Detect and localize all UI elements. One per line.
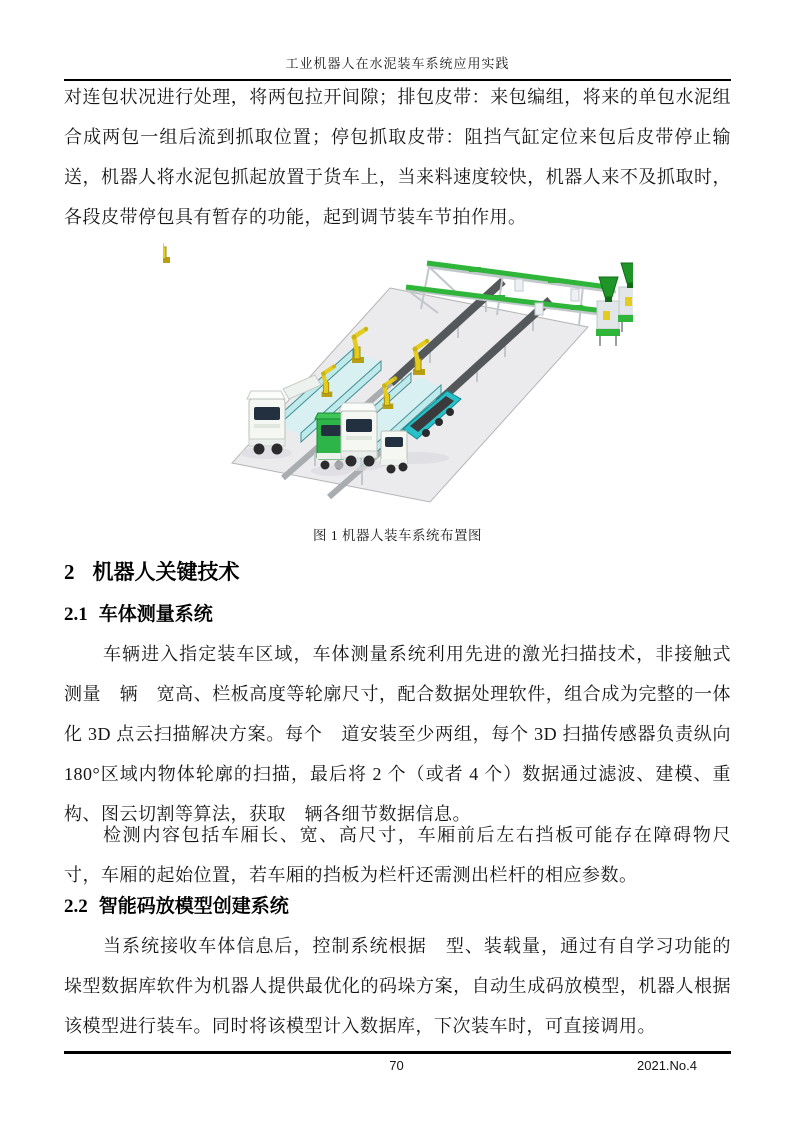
section-number: 2.1 (64, 604, 88, 625)
footer-rule (64, 1051, 731, 1054)
section-number: 2 (64, 560, 75, 584)
robot-loading-system-figure (163, 243, 633, 515)
section-2-1-paragraph-1: 车辆进入指定装车区域，车体测量系统利用先进的激光扫描技术，非接触式测量 辆 宽高、栏板高度等轮廓尺寸，配合数据处理软件，组合成为完整的一体化 3D 点云扫描解决方案。每个 道安装至少两组，每个 3D 扫描传感器负责纵向 180°区域内物体轮廓的扫描，最后将 2 个（或者 4 个）数据通过滤波、建模、重构、图云切割等算法，获取 辆各细节数据信息。 (64, 644, 731, 824)
section-heading-2 (64, 559, 731, 586)
intro-paragraph: 对连包状况进行处理，将两包拉开间隙；排包皮带：来包编组，将来的单包水泥组合成两包一组后流到抓取位置；停包抓取皮带：阻挡气缸定位来包后皮带停止输送，机器人将水泥包抓起放置于货车上，当来料速度较快，机器人来不及抓取时，各段皮带停包具有暂存的功能，起到调节装车节拍作用。 (64, 87, 731, 227)
section-2-1-paragraph-2: 检测内容包括车厢长、宽、高尺寸，车厢前后左右挡板可能存在障碍物尺寸，车厢的起始位置，若车厢的挡板为栏杆还需测出栏杆的相应参数。 (64, 825, 731, 885)
issue-label: 2021.No.4 (637, 1058, 697, 1073)
running-header-title: 工业机器人在水泥装车系统应用实践 (285, 56, 510, 71)
section-number: 2.2 (64, 896, 88, 917)
section-heading-2-2 (64, 894, 731, 919)
section-2-2-paragraph-1: 当系统接收车体信息后，控制系统根据 型、装载量，通过有自学习功能的垛型数据库软件为机器人提供最优化的码垛方案，自动生成码放模型，机器人根据该模型进行装车。同时将该模型计入数据库，下次装车时，可直接调用。 (64, 936, 731, 1036)
figure-illustration (163, 243, 633, 515)
page-number: 70 (389, 1058, 404, 1073)
section-heading-2-1 (64, 602, 731, 627)
figure-caption: 图 1 机器人装车系统布置图 (313, 528, 482, 543)
section-title: 智能码放模型创建系统 (98, 896, 289, 917)
section-title: 机器人关键技术 (92, 561, 240, 584)
figure-packing-machines (596, 263, 633, 346)
section-title: 车体测量系统 (98, 604, 213, 625)
